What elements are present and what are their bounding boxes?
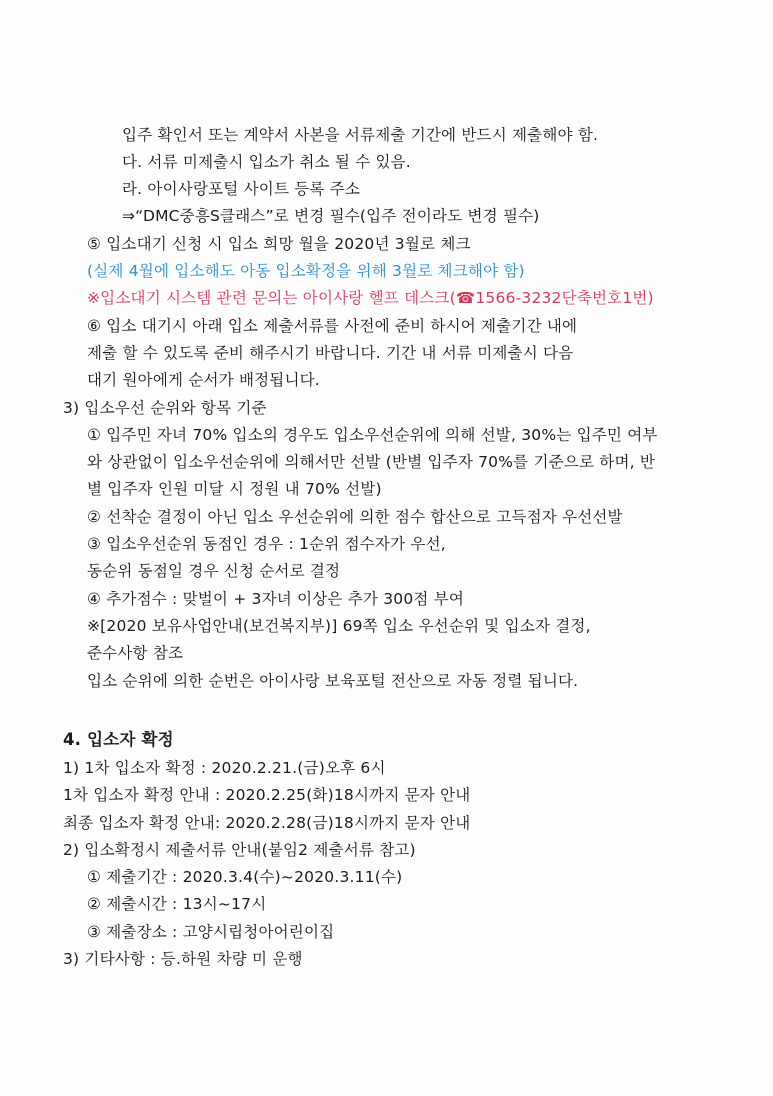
address-registration-line: 라. 아이사랑포털 사이트 등록 주소 [122,180,361,198]
first-notice-line: 1차 입소자 확정 안내 : 2020.2.25(화)18시까지 문자 안내 [63,786,471,804]
priority-heading: 3) 입소우선 순위와 항목 기준 [63,399,267,417]
priority-item-3-line-1: ③ 입소우선순위 동점인 경우 : 1순위 점수자가 우선, [87,535,446,553]
priority-item-2: ② 선착순 결정이 아닌 입소 우선순위에 의한 점수 합산으로 고득점자 우선선발 [87,508,623,526]
priority-item-3-line-2: 동순위 동점일 경우 신청 순서로 결정 [87,562,341,580]
submit-confirmation-line: 입주 확인서 또는 계약서 사본을 서류제출 기간에 반드시 제출해야 함. [122,126,599,144]
section-4-title: 4. 입소자 확정 [63,730,174,749]
item-6-line-1: ⑥ 입소 대기시 아래 입소 제출서류를 사전에 준비 하시어 제출기간 내에 [87,317,578,335]
cancel-notice-line: 다. 서류 미제출시 입소가 취소 될 수 있음. [122,153,411,171]
helpdesk-note: ※입소대기 시스템 관련 문의는 아이사랑 헬프 데스크(☎1566-3232단축번호1번) [87,289,654,307]
auto-sort-note: 입소 순위에 의한 순번은 아이사랑 보육포털 전산으로 자동 정렬 됩니다. [87,672,579,690]
item-5-note: (실제 4월에 입소해도 아동 입소확정을 위해 3월로 체크해야 함) [87,262,525,280]
documents-heading: 2) 입소확정시 제출서류 안내(붙임2 제출서류 참고) [63,841,416,859]
priority-reference-line-2: 준수사항 참조 [87,644,184,662]
final-notice-line: 최종 입소자 확정 안내: 2020.2.28(금)18시까지 문자 안내 [63,814,471,832]
priority-item-1-line-3: 별 입주자 인원 미달 시 정원 내 70% 선발) [87,480,382,498]
priority-item-1-line-2: 와 상관없이 입소우선순위에 의해서만 선발 (반별 입주자 70%를 기준으로 하며, 반 [87,453,656,471]
address-change-line: ⇒“DMC중흥S클래스”로 변경 필수(입주 전이라도 변경 필수) [122,207,540,225]
submission-place: ③ 제출장소 : 고양시립청아어린이집 [87,923,335,941]
item-5-line: ⑤ 입소대기 신청 시 입소 희망 월을 2020년 3월로 체크 [87,235,471,253]
priority-item-1-line-1: ① 입주민 자녀 70% 입소의 경우도 입소우선순위에 의해 선발, 30%는 입주민 여부 [87,426,658,444]
submission-period: ① 제출기간 : 2020.3.4(수)~2020.3.11(수) [87,868,403,886]
item-6-line-2: 제출 할 수 있도록 준비 해주시기 바랍니다. 기간 내 서류 미제출시 다음 [87,344,574,362]
other-notes-line: 3) 기타사항 : 등.하원 차량 미 운행 [63,950,303,968]
priority-item-4: ④ 추가점수 : 맞벌이 + 3자녀 이상은 추가 300점 부여 [87,590,465,608]
submission-time: ② 제출시간 : 13시~17시 [87,895,267,913]
item-6-line-3: 대기 원아에게 순서가 배정됩니다. [87,371,320,389]
priority-reference-line-1: ※[2020 보유사업안내(보건복지부)] 69쪽 입소 우선순위 및 입소자 결정, [87,617,591,635]
first-confirmation-line: 1) 1차 입소자 확정 : 2020.2.21.(금)오후 6시 [63,759,386,777]
